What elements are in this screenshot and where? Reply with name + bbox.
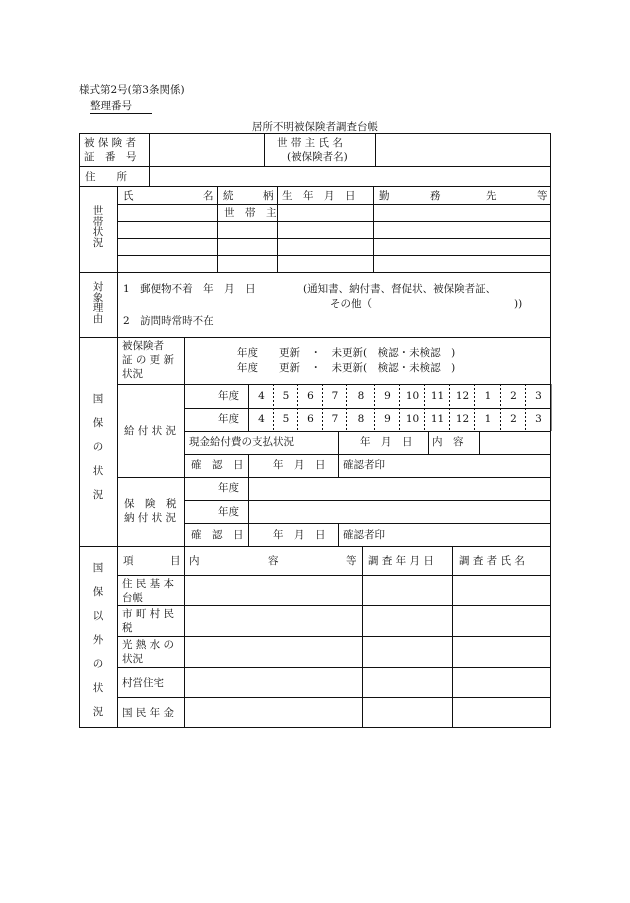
col-work-c: 先 [486, 190, 497, 202]
month-cell: 12 [455, 390, 470, 402]
item-shichoson-1: 市 町 村 民 [122, 608, 175, 620]
month-cell: 8 [357, 413, 365, 425]
kakunin-in-1: 確認者印 [343, 459, 385, 471]
month-cell: 11 [430, 390, 445, 402]
genkin-naiyo: 内 容 [432, 436, 464, 448]
item-sonei: 村営住宅 [122, 677, 164, 689]
address-label: 住 所 [85, 171, 127, 183]
reason-line-2-detail: その他（ [330, 298, 372, 310]
month-cell: 3 [535, 413, 542, 425]
hihokensha-label-2: 証 番 号 [84, 151, 137, 163]
kakunin-date-2: 年 月 日 [273, 529, 326, 541]
month-cell: 4 [258, 390, 265, 402]
month-cell: 2 [510, 413, 517, 425]
month-cell: 8 [357, 390, 365, 402]
setainushi-label-2: (被保険者名) [287, 151, 348, 163]
col-item-a: 項 [123, 555, 134, 567]
reason-line-2-close: )) [514, 298, 523, 310]
kokuho-section-label: 国 保 の 状 況 [92, 393, 104, 501]
hihokensha-label-1: 被 保 険 者 [84, 137, 137, 149]
cert-label-3: 状況 [122, 368, 143, 380]
zei-nendo-2: 年度 [218, 506, 239, 518]
col-content-b: 容 [268, 555, 279, 567]
col-work-a: 勤 [379, 190, 390, 202]
month-cell: 4 [258, 413, 265, 425]
month-cell: 2 [510, 390, 517, 402]
col-work-b: 務 [430, 190, 441, 202]
kakunin-label-2: 確 認 日 [191, 529, 244, 541]
kyufu-nendo-1: 年度 [218, 390, 239, 402]
col-item-b: 目 [170, 555, 181, 567]
month-cell: 9 [384, 413, 391, 425]
col-date: 調 査 年 月 日 [368, 555, 434, 567]
month-cell: 11 [430, 413, 445, 425]
month-cell: 6 [307, 390, 314, 402]
month-cell: 6 [307, 413, 314, 425]
genkin-label: 現金給付費の支払状況 [189, 436, 294, 448]
cert-label-1: 被保険者 [122, 340, 164, 352]
setainushi-cell: 世 帯 主 [224, 207, 277, 219]
month-cell: 3 [535, 390, 542, 402]
col-birth: 生 年 月 日 [282, 190, 356, 202]
kyufu-nendo-2: 年度 [218, 413, 239, 425]
item-konetsu-2: 状況 [122, 653, 143, 665]
genkin-date: 年 月 日 [360, 436, 413, 448]
month-cell: 12 [455, 413, 470, 425]
reason-line-3: 2 訪問時常時不在 [123, 315, 214, 327]
col-work-d: 等 [537, 190, 548, 202]
zei-label-2: 納 付 状 況 [124, 512, 177, 524]
month-cell: 7 [331, 413, 339, 425]
month-cell: 5 [282, 390, 290, 402]
item-jumin-1: 住 民 基 本 [122, 578, 175, 590]
month-cell: 9 [384, 390, 391, 402]
kakunin-label-1: 確 認 日 [191, 459, 244, 471]
form-number: 様式第2号(第3条関係) [79, 84, 185, 96]
reason-line-1: 1 郵便物不着 年 月 日 [123, 283, 256, 295]
col-content-a: 内 [189, 555, 200, 567]
cert-row-2: 年度 更新 ・ 未更新( 検認・未検認 ) [237, 362, 456, 374]
reason-line-1-detail: (通知書、納付書、督促状、被保険者証、 [303, 283, 497, 295]
col-name-a: 氏 [123, 190, 134, 202]
kakunin-in-2: 確認者印 [343, 529, 385, 541]
month-cell: 10 [405, 390, 420, 402]
month-cell: 5 [282, 413, 290, 425]
month-cell: 1 [484, 390, 492, 402]
item-shichoson-2: 税 [122, 622, 133, 634]
month-cell: 1 [484, 413, 492, 425]
kyufu-label: 給 付 状 況 [124, 425, 177, 437]
document-title: 居所不明被保険者調査台帳 [252, 121, 378, 133]
kakunin-date-1: 年 月 日 [273, 459, 326, 471]
zei-nendo-1: 年度 [218, 482, 239, 494]
item-jumin-2: 台帳 [122, 592, 143, 604]
col-name-b: 名 [203, 190, 214, 202]
col-rel-b: 柄 [263, 190, 274, 202]
cert-row-1: 年度 更新 ・ 未更新( 検認・未検認 ) [237, 347, 456, 359]
reason-section-label: 対 象 理 由 [92, 281, 104, 325]
col-content-c: 等 [346, 555, 357, 567]
zei-label-1: 保 険 税 [124, 498, 177, 510]
month-cell: 10 [405, 413, 420, 425]
other-section-label: 国 保 以 外 の 状 況 [92, 562, 104, 718]
setainushi-label-1: 世 帯 主 氏 名 [277, 137, 343, 149]
cert-label-2: 証 の 更 新 [122, 354, 175, 366]
month-cell: 7 [331, 390, 339, 402]
household-section-label: 世 帯 状 況 [92, 205, 104, 249]
item-konetsu-1: 光 熱 水 の [122, 639, 175, 651]
col-rel-a: 続 [223, 190, 234, 202]
col-person: 調 査 者 氏 名 [459, 555, 525, 567]
item-nenkin: 国 民 年 金 [122, 707, 175, 719]
seiri-number-label: 整理番号 [90, 98, 152, 114]
